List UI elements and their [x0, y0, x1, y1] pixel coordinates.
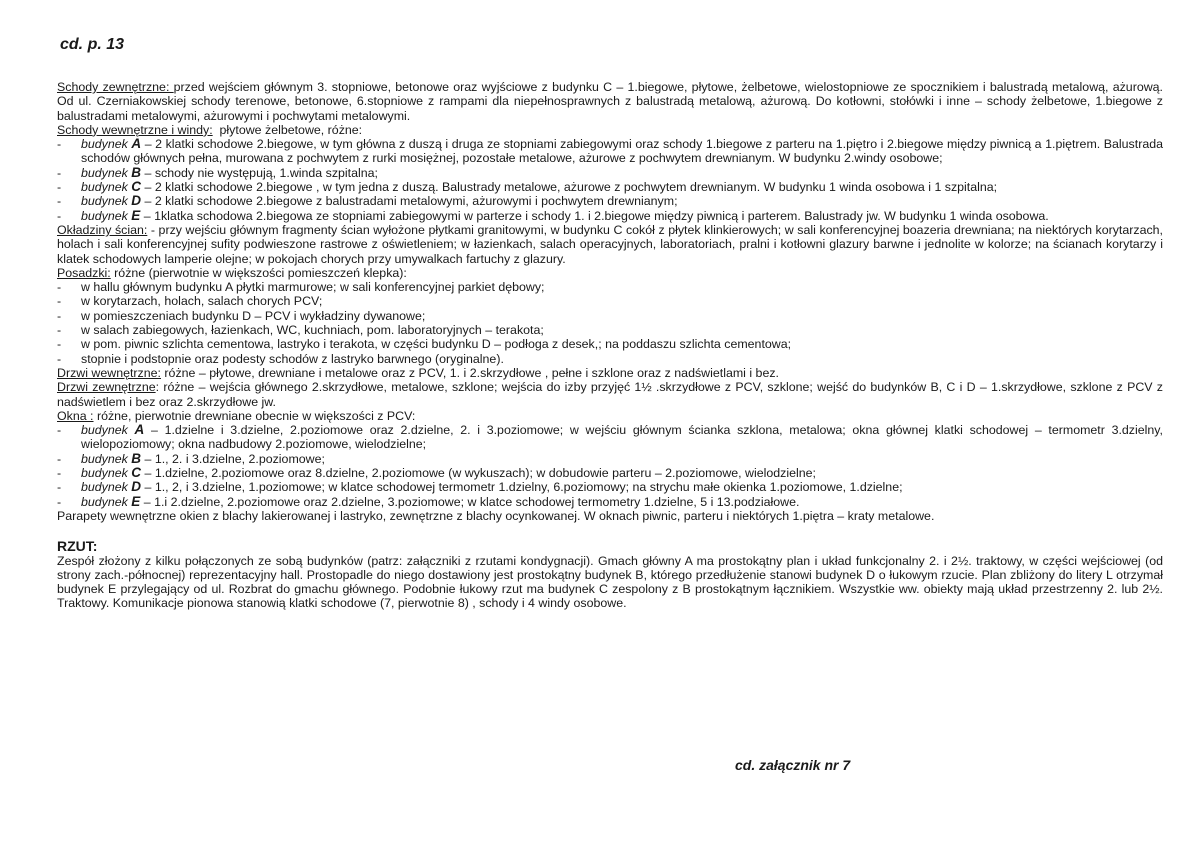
section-text: przed wejściem głównym 3. stopniowe, betonowe oraz wyjściowe z budynku C – 1.biegowe, płytowe, żelbetowe, wielostopniowe ze spocznikiem i balustradą metalową, ażurową. Od ul. Czerniakowskiej schody terenowe, betonowe, 6.stopniowe z rampami dla niepełnosprawnych z balustradą metalową, ażurową. Do kotłowni, stołówki i inne – schody żelbetowe, 1.biegowe z balustradami metalowymi, ażurowymi i pochwytami metalowymi. [57, 80, 1163, 123]
list-item: - budynek B – schody nie występują, 1.winda szpitalna; [57, 166, 1163, 180]
list-item: - budynek D – 2 klatki schodowe 2.biegowe z balustradami metalowymi, ażurowymi i pochwytem drewnianym; [57, 194, 1163, 208]
list-item: - stopnie i podstopnie oraz podesty schodów z lastryko barwnego (oryginalne). [57, 352, 1163, 366]
section-label: Drzwi zewnętrzne [57, 380, 156, 395]
section-text: różne – płytowe, drewniane i metalowe oraz z PCV, 1. i 2.skrzydłowe , pełne i szklone oraz z nadświetlami i bez. [160, 365, 779, 380]
section-text: różne (pierwotnie w większości pomieszczeń klepka): [110, 265, 407, 280]
section-okna [57, 409, 1163, 423]
list-item: - budynek E – 1klatka schodowa 2.biegowa ze stopniami zabiegowymi w parterze i schody 1. i 2.biegowe między piwnicą i parterem. Balustrady jw. W budynku 1 winda osobowa. [57, 209, 1163, 223]
section-schody-zewnetrzne [57, 80, 1163, 123]
list-item: - budynek A – 1.dzielne i 3.dzielne, 2.poziomowe oraz 2.dzielne, 2. i 3.poziomowe; w wejściu głównym ścianka szklona, metalowa; okna głównej klatki schodowej – termometr 3.dzielny, wielopoziomowy; okna nadbudowy 2.poziomowe, wielodzielne; [57, 423, 1163, 452]
section-drzwi-zewnetrzne [57, 380, 1163, 409]
section-label: Schody zewnętrzne: [57, 80, 174, 94]
list-item: - w salach zabiegowych, łazienkach, WC, kuchniach, pom. laboratoryjnych – terakota; [57, 323, 1163, 337]
schody-list [57, 137, 1163, 223]
section-text: różne, pierwotnie drewniane obecnie w większości z PCV: [93, 408, 416, 423]
document-body [57, 80, 1163, 611]
section-label: Okładziny ścian: [57, 222, 148, 237]
section-schody-wewnetrzne [57, 123, 1163, 137]
list-item: - w hallu głównym budynku A płytki marmurowe; w sali konferencyjnej parkiet dębowy; [57, 280, 1163, 294]
section-okladziny [57, 223, 1163, 266]
list-item: - w korytarzach, holach, salach chorych PCV; [57, 294, 1163, 308]
page-heading: cd. p. 13 [60, 36, 125, 53]
section-label: Okna : [57, 408, 94, 423]
section-label: Schody wewnętrzne i windy: [57, 122, 213, 137]
list-item: - budynek E – 1.i 2.dzielne, 2.poziomowe oraz 2.dzielne, 3.poziomowe; w klatce schodowej termometry 1.dzielne, 5 i 13.podziałowe. [57, 495, 1163, 509]
section-parapety: Parapety wewnętrzne okien z blachy lakierowanej i lastryko, zewnętrzne z blachy ocynkowanej. W oknach piwnic, parteru i niektórych 1.piętra – kraty metalowe. [57, 508, 935, 523]
footer-note: cd. załącznik nr 7 [735, 757, 851, 773]
section-text: płytowe żelbetowe, różne: [212, 122, 363, 137]
section-drzwi-wewnetrzne [57, 366, 1163, 380]
posadzki-list [57, 280, 1163, 366]
section-text: : różne – wejścia głównego 2.skrzydłowe, metalowe, szklone; wejścia do izby przyjęć 1½ .skrzydłowe z PCV, szklone; wejść do budynków B, C i D – 1.skrzydłowe, szklone z PCV z nadświetlem i bez oraz 2.skrzydłowe jw. [57, 380, 1164, 409]
list-item: - w pomieszczeniach budynku D – PCV i wykładziny dywanowe; [57, 309, 1163, 323]
section-label: Posadzki: [57, 265, 111, 280]
section-text: - przy wejściu głównym fragmenty ścian wyłożone płytkami granitowymi, w budynku C cokół z płytek klinkierowych; w sali konferencyjnej boazeria drewniana; na niektórych korytarzach, holach i sali konferencyjnej sufity podwieszone rastrowe z oświetleniem; w łazienkach, salach operacyjnych, laboratoriach, pralni i kotłowni glazury barwne i jednolite w kolorze; na ścianach korytarzy i klatek schodowych lamperie olejne; w pokojach chorych przy umywalkach fartuchy z glazury. [57, 222, 1163, 266]
list-item: - budynek C – 1.dzielne, 2.poziomowe oraz 8.dzielne, 2.poziomowe (w wykuszach); w dobudowie parteru – 2.poziomowe, wielodzielne; [57, 466, 1163, 480]
section-posadzki [57, 266, 1163, 280]
section-rzut: Zespół złożony z kilku połączonych ze sobą budynków (patrz: załączniki z rzutami kondygnacji). Gmach główny A ma prostokątny plan i układ funkcjonalny 2. i 2½. traktowy, w części wejściowej (od strony zach.-północnej) reprezentacyjny hall. Prostopadle do niego dostawiony jest prostokątny budynek B, którego przedłużenie stanowi budynek D o łukowym rzucie. Plan zbliżony do litery L otrzymał budynek E przylegający od ul. Rozbrat do gmachu głównego. Podobnie łukowy rzut ma budynek C zespolony z B prostokątnym łącznikiem. Wszystkie ww. obiekty mają układ przestrzenny 2. lub 2½. Traktowy. Komunikacje pionowa stanowią klatki schodowe (7, pierwotnie 8) , schody i 4 windy osobowe. [57, 553, 1163, 611]
list-item: - budynek D – 1., 2, i 3.dzielne, 1.poziomowe; w klatce schodowej termometr 1.dzielny, 6.poziomowy; na strychu małe okienka 1.poziomowe, 1.dzielne; [57, 480, 1163, 494]
list-item: - budynek B – 1., 2. i 3.dzielne, 2.poziomowe; [57, 452, 1163, 466]
okna-list [57, 423, 1163, 509]
list-item: - w pom. piwnic szlichta cementowa, lastryko i terakota, w części budynku D – podłoga z desek,; na poddaszu szlichta cementowa; [57, 337, 1163, 351]
section-label: Drzwi wewnętrzne: [57, 365, 161, 380]
list-item: - budynek A – 2 klatki schodowe 2.biegowe, w tym główna z duszą i druga ze stopniami zabiegowymi oraz schody 1.biegowe z parteru na 1.piętro i 2.biegowe między piwnicą a 1.piętrem. Balustrada schodów głównych pełna, murowana z pochwytem z rurki mosiężnej, pozostałe metalowe, ażurowe z pochwytem drewnianym. W budynku 2.windy osobowe; [57, 137, 1163, 166]
rzut-heading: RZUT: [57, 538, 98, 555]
list-item: - budynek C – 2 klatki schodowe 2.biegowe , w tym jedna z duszą. Balustrady metalowe, ażurowe z pochwytem drewnianym. W budynku 1 winda osobowa i 1 szpitalna; [57, 180, 1163, 194]
